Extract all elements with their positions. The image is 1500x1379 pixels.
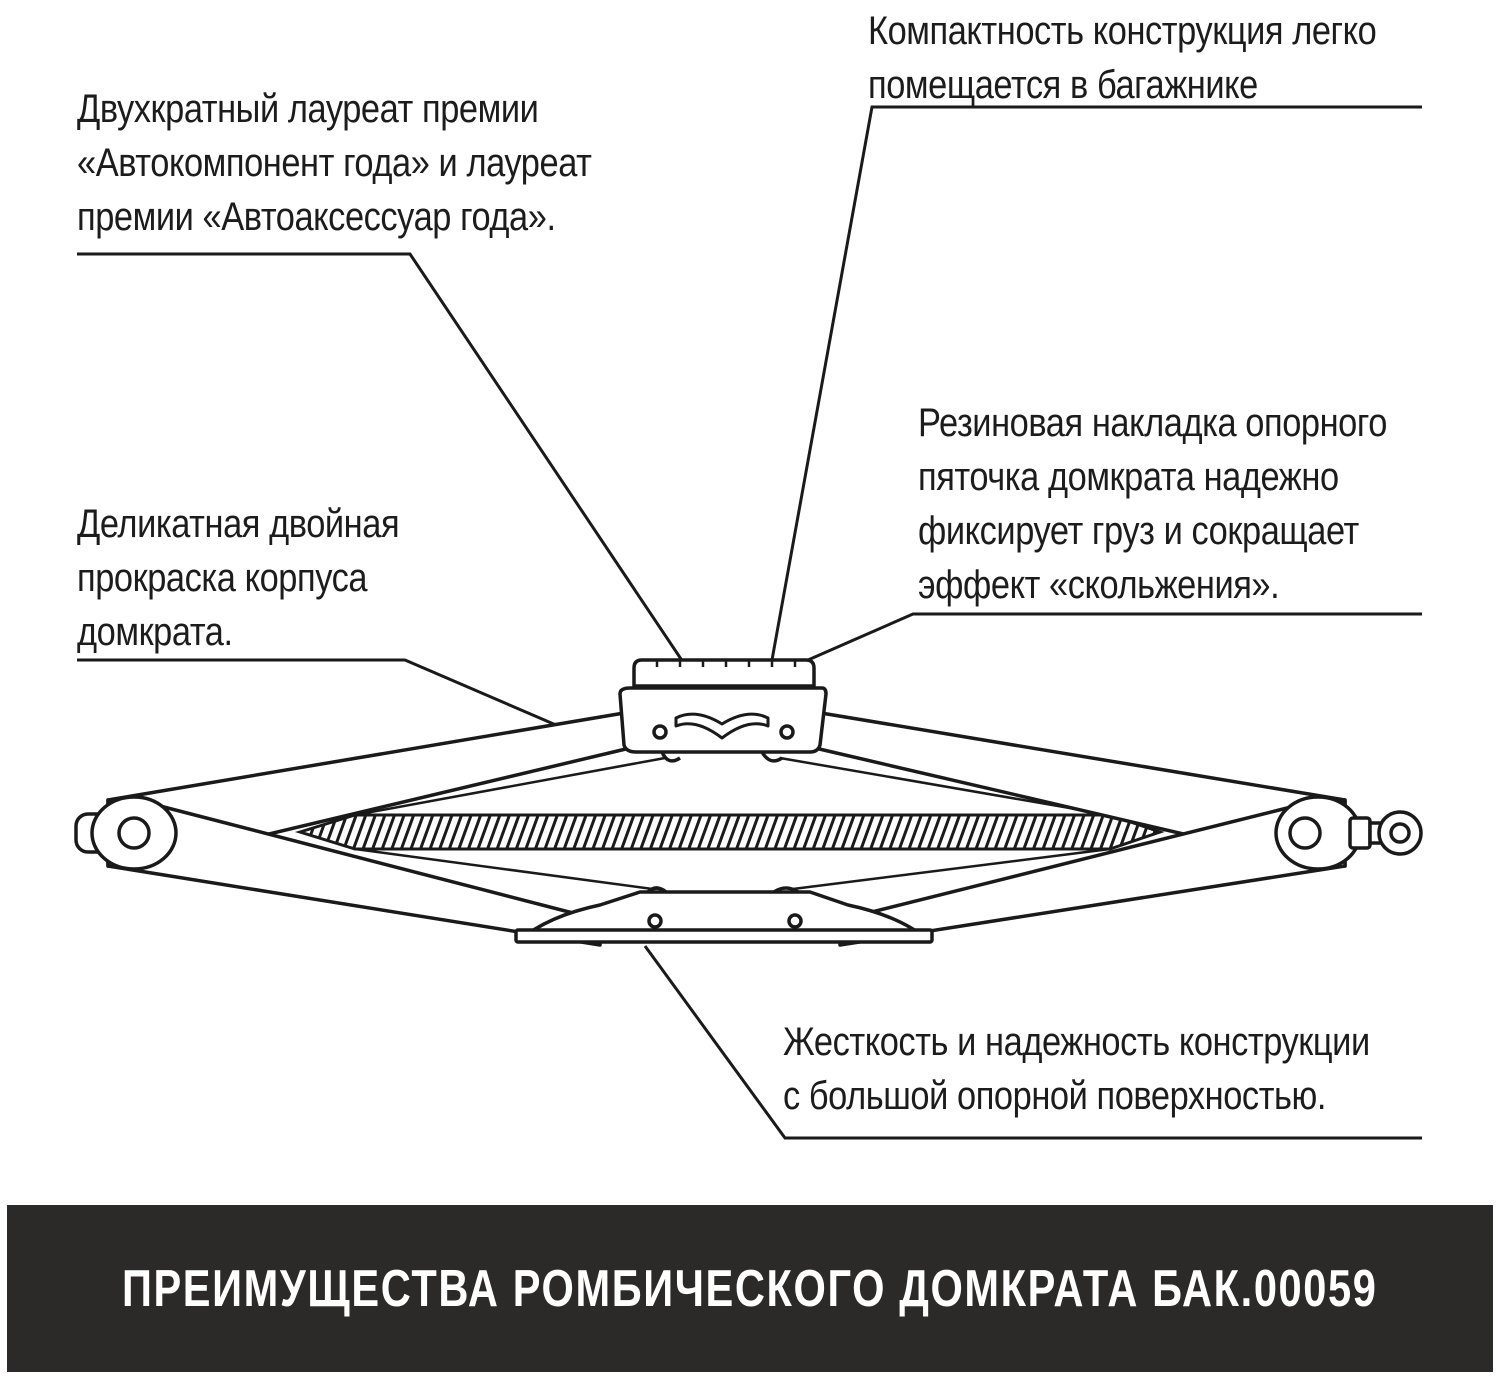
right-pivot	[1276, 797, 1421, 869]
leader-paint	[77, 660, 556, 725]
callout-compact	[868, 4, 1376, 112]
base-rivet-right	[789, 915, 801, 927]
callout-rubber-pad-line-1: Резиновая накладка опорного	[918, 401, 1387, 445]
callout-paint-line-3: домкрата.	[77, 610, 233, 654]
base-plate	[516, 888, 932, 942]
callout-award	[77, 82, 591, 244]
callout-award-line-1: Двухкратный лауреат премии	[77, 87, 539, 131]
base-rivet-left	[649, 915, 661, 927]
threaded-screw	[300, 815, 1160, 849]
callout-rigidity	[783, 1015, 1370, 1123]
callout-paint	[77, 497, 399, 659]
saddle-rivet-right	[781, 726, 793, 738]
callout-rubber-pad-line-2: пяточка домкрата надежно	[918, 455, 1339, 499]
callout-paint-line-2: прокраска корпуса	[77, 556, 368, 600]
saddle-rivet-left	[654, 726, 666, 738]
leader-rubber-pad	[808, 614, 1422, 660]
callout-paint-line-1: Деликатная двойная	[77, 502, 400, 546]
saddle-body	[620, 688, 826, 752]
left-pivot	[76, 797, 176, 869]
callout-compact-line-2: помещается в багажнике	[868, 63, 1258, 107]
callout-compact-line-1: Компактность конструкция легко	[868, 9, 1377, 53]
callout-rigidity-line-2: с большой опорной поверхностью.	[783, 1074, 1327, 1118]
footer-title: ПРЕИМУЩЕСТВА РОМБИЧЕСКОГО ДОМКРАТА БАК.00059	[122, 1259, 1378, 1318]
callout-rubber-pad-line-4: эффект «скольжения».	[918, 563, 1280, 607]
footer-banner	[7, 1205, 1493, 1372]
callout-award-line-2: «Автокомпонент года» и лауреат	[77, 141, 592, 185]
callout-award-line-3: премии «Автоаксессуар года».	[77, 195, 556, 239]
callout-rigidity-line-1: Жесткость и надежность конструкции	[783, 1020, 1370, 1064]
callout-rubber-pad	[918, 396, 1387, 612]
top-saddle	[620, 660, 826, 761]
rubber-pad	[634, 660, 814, 686]
callout-rubber-pad-line-3: фиксирует груз и сокращает	[918, 509, 1359, 553]
